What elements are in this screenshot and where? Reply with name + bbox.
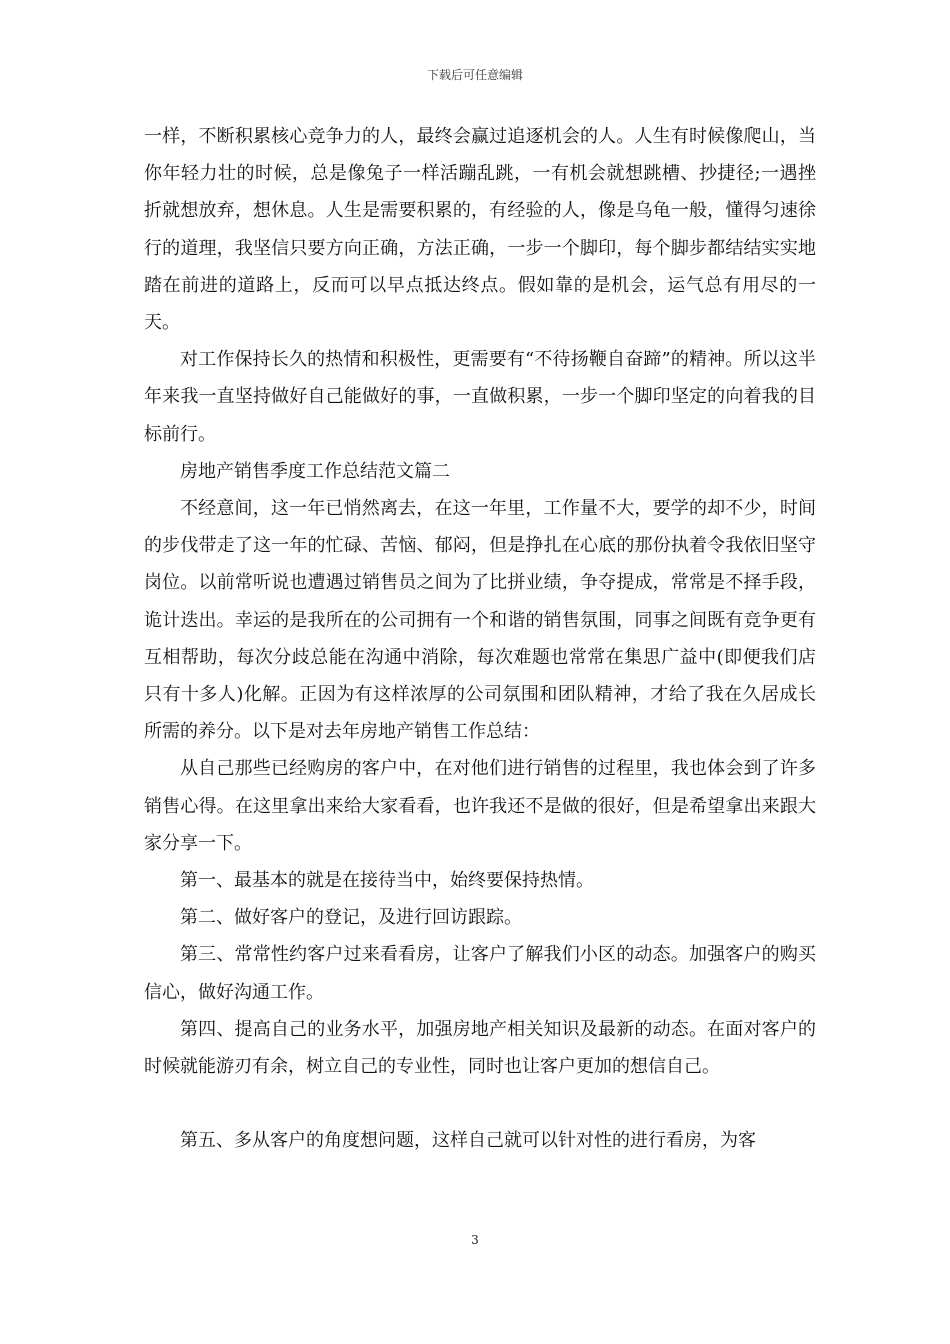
list-item-second: 第二、做好客户的登记，及进行回访跟踪。 xyxy=(180,907,522,929)
list-item-third: 第三、常常性约客户过来看看房，让客户了解我们小区的动态。加强客户的购买信心，做好沟通工作。 xyxy=(144,944,816,1003)
section-heading: 房地产销售季度工作总结范文篇二 xyxy=(180,460,450,482)
page-number: 3 xyxy=(471,1233,479,1247)
list-item-first: 第一、最基本的就是在接待当中，始终要保持热情。 xyxy=(180,870,594,892)
paragraph-continuation: 一样，不断积累核心竞争力的人，最终会赢过追逐机会的人。人生有时候像爬山，当你年轻力壮的时候，总是像兔子一样活蹦乱跳，一有机会就想跳槽、抄捷径;一遇挫折就想放弃，想休息。人生是需要积累的，有经验的人，像是乌龟一般，懂得匀速徐行的道理，我坚信只要方向正确，方法正确，一步一个脚印，每个脚步都结结实实地踏在前进的道路上，反而可以早点抵达终点。假如靠的是机会，运气总有用尽的一天。 xyxy=(144,126,816,334)
paragraph-work-enthusiasm: 对工作保持长久的热情和积极性，更需要有“不待扬鞭自奋蹄”的精神。所以这半年来我一直坚持做好自己能做好的事，一直做积累，一步一个脚印坚定的向着我的目标前行。 xyxy=(144,349,816,445)
paragraph-sales-experience: 从自己那些已经购房的客户中，在对他们进行销售的过程里，我也体会到了许多销售心得。在这里拿出来给大家看看，也许我还不是做的很好，但是希望拿出来跟大家分享一下。 xyxy=(144,758,816,854)
list-item-fourth: 第四、提高自己的业务水平，加强房地产相关知识及最新的动态。在面对客户的时候就能游刃有余，树立自己的专业性，同时也让客户更加的想信自己。 xyxy=(144,1018,816,1078)
paragraph-year-review: 不经意间，这一年已悄然离去，在这一年里，工作量不大，要学的却不少，时间的步伐带走了这一年的忙碌、苦恼、郁闷，但是挣扎在心底的那份执着令我依旧坚守岗位。以前常听说也遭遇过销售员之间为了比拼业绩，争夺提成，常常是不择手段，诡计迭出。幸运的是我所在的公司拥有一个和谐的销售氛围，同事之间既有竞争更有互相帮助，每次分歧总能在沟通中消除，每次难题也常常在集思广益中(即便我们店只有十多人)化解。正因为有这样浓厚的公司氛围和团队精神，才给了我在久居成长所需的养分。以下是对去年房地产销售工作总结： xyxy=(144,498,816,743)
list-item-fifth: 第五、多从客户的角度想问题，这样自己就可以针对性的进行看房，为客 xyxy=(180,1130,756,1152)
page-header: 下载后可任意编辑 xyxy=(426,68,523,82)
document-body xyxy=(144,118,816,1159)
